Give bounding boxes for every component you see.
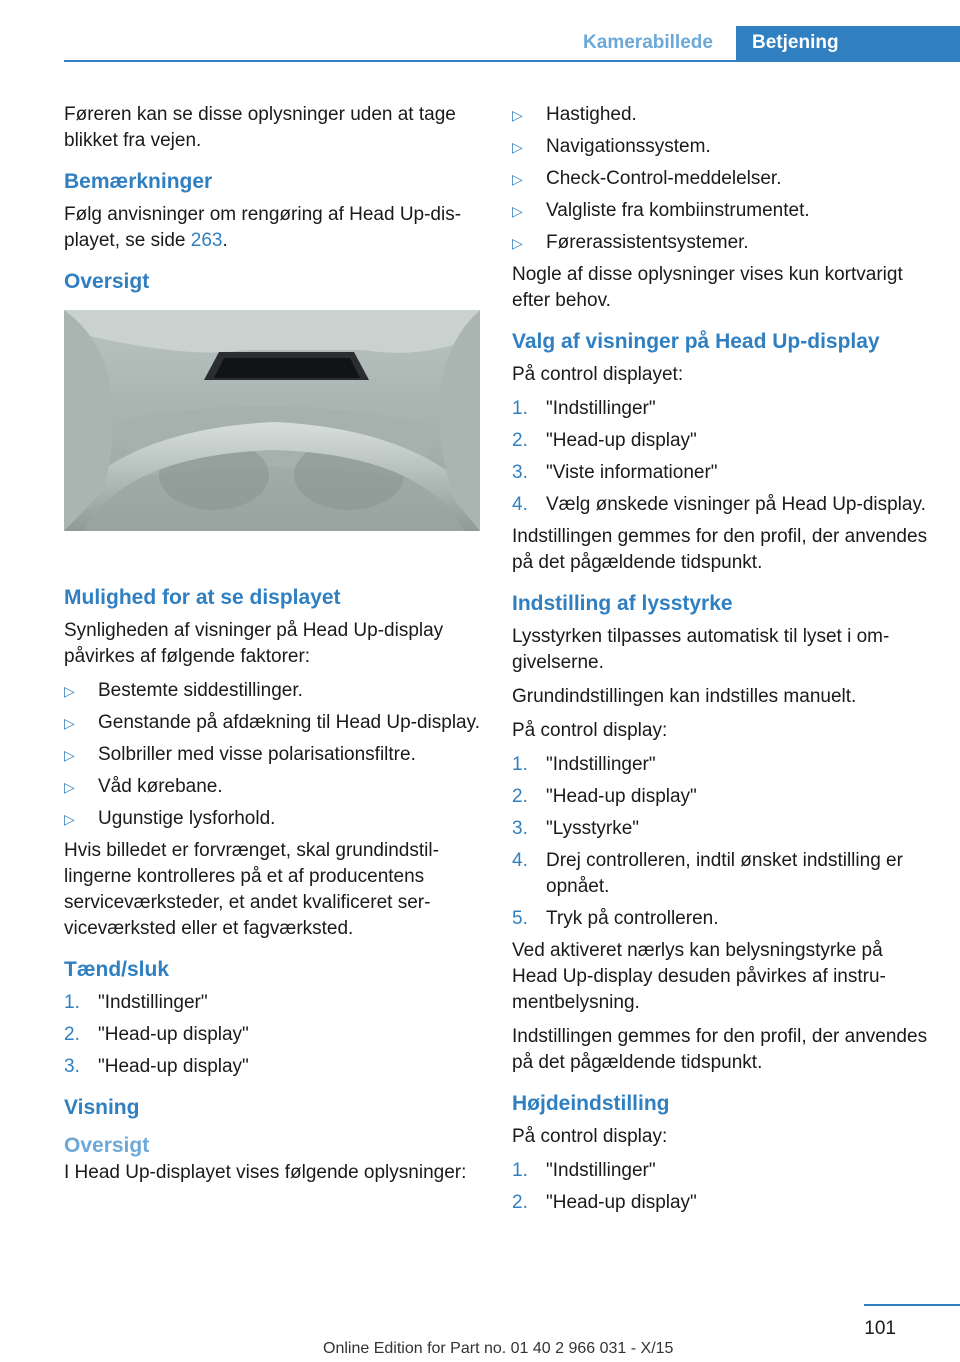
step-number: 4.	[512, 494, 528, 515]
list-item: ▷ Våd kørebane.	[64, 774, 480, 800]
triangle-bullet-icon: ▷	[512, 203, 523, 219]
select-steps	[512, 396, 928, 518]
select-intro: På control displayet:	[512, 364, 684, 385]
page-number-rule	[864, 1304, 960, 1306]
triangle-bullet-icon: ▷	[64, 811, 75, 827]
height-steps	[512, 1158, 928, 1216]
heading-select-views: Valg af visninger på Head Up-display	[512, 330, 880, 353]
left-column	[64, 102, 480, 1194]
step-number: 2.	[64, 1024, 80, 1045]
heading-display: Visning	[64, 1096, 140, 1119]
notes-paragraph	[64, 202, 480, 254]
list-item: ▷ Navigationssystem.	[512, 134, 928, 160]
list-item: 3. "Viste informationer"	[512, 460, 928, 486]
visibility-paragraph: Synligheden af visninger på Head Up-display påvirkes af følgende faktorer:	[64, 620, 444, 667]
list-item: 2. "Head-up display"	[512, 428, 928, 454]
heading-notes: Bemærkninger	[64, 170, 213, 193]
running-header	[0, 26, 960, 62]
page-reference-link[interactable]: 263	[190, 230, 223, 251]
select-save-paragraph: Indstillingen gemmes for den profil, der anvendes på det pågældende tidspunkt.	[512, 526, 928, 573]
footer-watermark: Seite	[286, 1340, 323, 1357]
triangle-bullet-icon: ▷	[64, 747, 75, 763]
notes-text: Følg anvisninger om rengøring af Head Up-displayet, se side	[64, 204, 462, 251]
list-item: 3. "Head-up display"	[64, 1054, 480, 1080]
brightness-steps	[512, 752, 928, 932]
step-number: 3.	[512, 818, 528, 839]
step-number: 3.	[64, 1056, 80, 1077]
step-number: 4.	[512, 850, 528, 871]
list-item: ▷ Førerassistentsystemer.	[512, 230, 928, 256]
distortion-paragraph: Hvis billedet er forvrænget, skal grundindstillingerne kontrolleres på et af producentens serviceværksteder, et andet kvalificeret serviceværksted eller et fagværksted.	[64, 840, 439, 939]
heading-on-off: Tænd/sluk	[64, 958, 170, 981]
list-item: 2. "Head-up display"	[512, 784, 928, 810]
triangle-bullet-icon: ▷	[512, 107, 523, 123]
edition-text: Online Edition for Part no. 01 40 2 966 031 - X/15	[323, 1340, 674, 1357]
heading-overview: Oversigt	[64, 270, 150, 293]
list-item: 1. "Indstillinger"	[512, 1158, 928, 1184]
list-item: 3. "Lysstyrke"	[512, 816, 928, 842]
step-number: 2.	[512, 1192, 528, 1213]
triangle-bullet-icon: ▷	[64, 715, 75, 731]
list-item: 1. "Indstillinger"	[512, 396, 928, 422]
step-number: 2.	[512, 786, 528, 807]
step-number: 1.	[512, 754, 528, 775]
step-number: 1.	[512, 398, 528, 419]
notes-end: .	[222, 230, 228, 251]
step-number: 1.	[512, 1160, 528, 1181]
list-item: 4. Drej controlleren, indtil ønsket indstilling er opnået.	[512, 850, 903, 897]
header-rule	[64, 60, 960, 62]
intro-paragraph: Føreren kan se disse oplysninger uden at tage blikket fra vejen.	[64, 104, 456, 151]
brightness-intro: På control display:	[512, 720, 668, 741]
heading-height: Højdeindstilling	[512, 1092, 670, 1115]
head-up-display-photo	[64, 310, 480, 531]
list-item: 1. "Indstillinger"	[512, 752, 928, 778]
right-column	[512, 102, 928, 1222]
heading-brightness: Indstilling af lysstyrke	[512, 592, 733, 615]
list-item: 2. "Head-up display"	[512, 1190, 928, 1216]
brightness-manual-paragraph: Grundindstillingen kan indstilles manuelt.	[512, 686, 857, 707]
subheading-display-overview: Oversigt	[64, 1134, 150, 1157]
triangle-bullet-icon: ▷	[64, 779, 75, 795]
brightness-auto-paragraph: Lysstyrken tilpasses automatisk til lyset i omgivelserne.	[512, 626, 890, 673]
list-item: 5. Tryk på controlleren.	[512, 906, 928, 932]
list-item: 4. Vælg ønskede visninger på Head Up-display.	[512, 492, 928, 518]
header-section-label: Kamerabillede	[583, 32, 713, 53]
triangle-bullet-icon: ▷	[512, 139, 523, 155]
list-item: ▷ Check-Control-meddelelser.	[512, 166, 928, 192]
step-number: 2.	[512, 430, 528, 451]
triangle-bullet-icon: ▷	[512, 235, 523, 251]
height-intro: På control display:	[512, 1126, 668, 1147]
heading-visibility: Mulighed for at se displayet	[64, 586, 341, 609]
edition-line	[0, 1340, 960, 1358]
list-item: ▷ Hastighed.	[512, 102, 928, 128]
brightness-save-paragraph: Indstillingen gemmes for den profil, der anvendes på det pågældende tidspunkt.	[512, 1026, 928, 1073]
list-item: 1. "Indstillinger"	[64, 990, 480, 1016]
list-item: ▷ Genstande på afdækning til Head Up-display.	[64, 710, 480, 736]
list-item: ▷ Solbriller med visse polarisationsfiltre.	[64, 742, 480, 768]
triangle-bullet-icon: ▷	[64, 683, 75, 699]
list-item: ▷ Ugunstige lysforhold.	[64, 806, 480, 832]
header-chapter-label: Betjening	[736, 26, 960, 60]
display-paragraph: I Head Up-displayet vises følgende oplysninger:	[64, 1162, 467, 1183]
info-paragraph: Nogle af disse oplysninger vises kun kortvarigt efter behov.	[512, 264, 903, 311]
step-number: 1.	[64, 992, 80, 1013]
list-item: ▷ Valgliste fra kombiinstrumentet.	[512, 198, 928, 224]
displayed-info-list	[512, 102, 928, 256]
visibility-factor-list	[64, 678, 480, 832]
triangle-bullet-icon: ▷	[512, 171, 523, 187]
list-item: ▷ Bestemte siddestillinger.	[64, 678, 480, 704]
page-number: 101	[864, 1318, 896, 1339]
step-number: 3.	[512, 462, 528, 483]
on-off-steps	[64, 990, 480, 1080]
step-number: 5.	[512, 908, 528, 929]
list-item: 2. "Head-up display"	[64, 1022, 480, 1048]
brightness-lowbeam-paragraph: Ved aktiveret nærlys kan belysningstyrke på Head Up-display desuden påvirkes af instrumentbelysning.	[512, 940, 886, 1013]
